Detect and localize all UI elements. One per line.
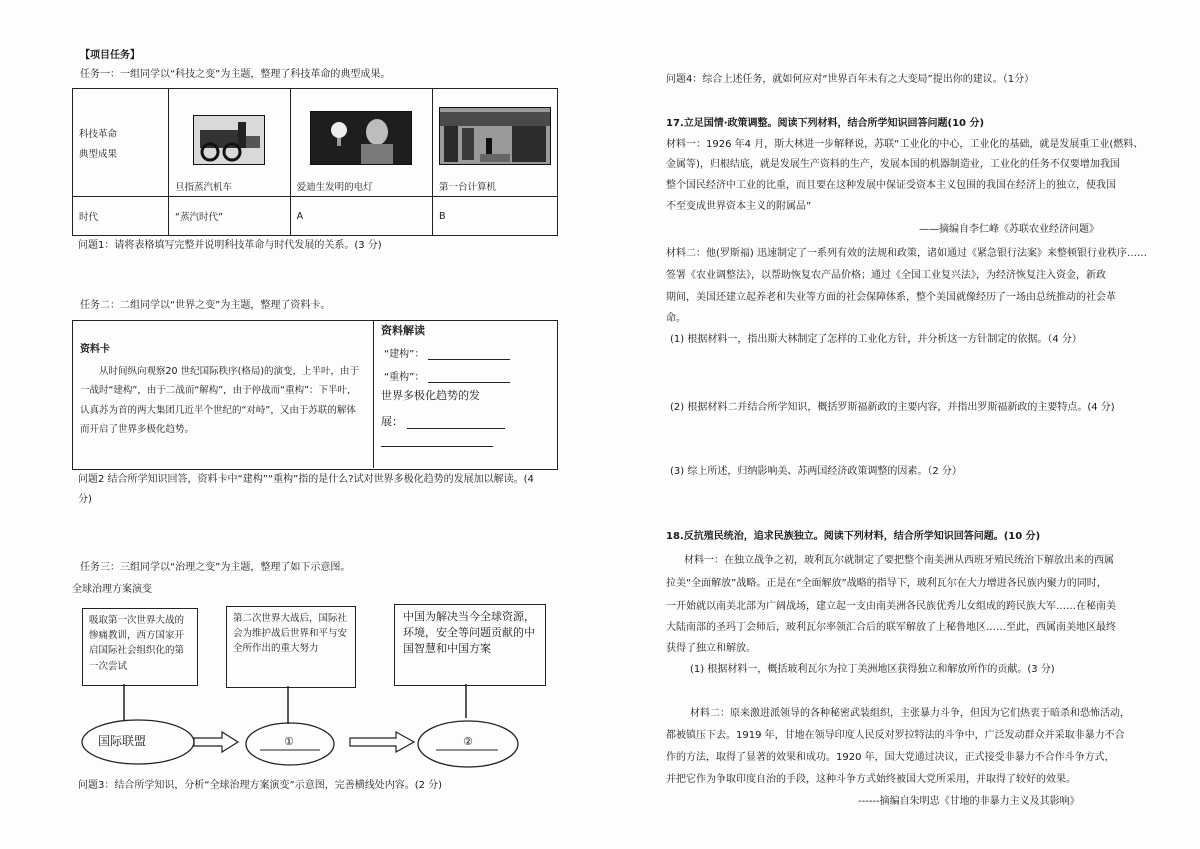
- row-label-era: 时代: [73, 197, 169, 236]
- m4-source: ------摘编自朱明忠《甘地的非暴力主义及其影响》: [858, 796, 1080, 807]
- computer-room-photo: [439, 107, 551, 165]
- m2-line-1: 材料二：他(罗斯福) 迅速制定了一系列有效的法规和政策，诸如通过《紧急银行法案》来整顿银行业秩序……: [666, 248, 1147, 259]
- q17-title: 17.立足国情·政策调整。阅读下列材料，结合所学知识回答问题(10 分): [666, 118, 985, 129]
- m1-line-3: 整个国民经济中工业的比重，而且要在这种发展中保证受资本主义包围的我国在经济上的独立，使我国: [666, 180, 1116, 191]
- question-4: 问题4：综合上述任务，就如何应对“世界百年未有之大变局”提出你的建议。（1分）: [666, 74, 1035, 85]
- diagram-flow: [70, 684, 550, 774]
- sub-question-17-3: (3) 综上所述，归纳影响美、苏两国经济政策调整的因素。（2 分）: [670, 466, 962, 477]
- m1-line-4: 不至变成世界资本主义的附属品”: [666, 201, 812, 212]
- ellipse-league: 国际联盟: [98, 734, 147, 748]
- m1-source: ——摘编自李仁峰《苏联农业经济问题》: [919, 224, 1099, 235]
- card-build-label: “建构”：: [384, 349, 425, 360]
- diagram-box-1: 吸取第一次世界大战的惨痛教训，西方国家开启国际社会组织化的第一次尝试: [82, 608, 198, 686]
- table-cell-computer: [433, 89, 558, 197]
- m4-line-2: 都被镇压下去。1919 年，甘地在领导印度人民反对罗拉特法的斗争中，广泛发动群众并采取非暴力不合: [666, 730, 1125, 741]
- caption-computer: 第一台计算机: [439, 182, 497, 193]
- caption-steam: 旦指蒸汽机车: [175, 182, 233, 193]
- m1-line-2: 金属等)，归根结底，就是发展生产资料的生产，发展本国的机器制造业，工业化的任务不仅要增加我国: [666, 159, 1120, 170]
- card-trend-line1: 世界多极化趋势的发: [381, 389, 480, 402]
- card-read-title: 资料解读: [381, 324, 425, 337]
- q18-title: 18.反抗殖民统治，追求民族独立。阅读下列材料，结合所学知识回答问题。(10 分): [666, 531, 1041, 542]
- question-2-line2: 分): [78, 494, 92, 505]
- arrow-1-icon: [194, 732, 238, 752]
- tech-revolution-table: [72, 88, 558, 236]
- sub-question-17-2: (2) 根据材料二并结合所学知识，概括罗斯福新政的主要内容，并指出罗斯福新政的主要特点。(4 分): [670, 402, 1115, 413]
- question-3: 问题3：结合所学知识，分析“全球治理方案演变”示意图，完善横线处内容。(2 分): [78, 780, 443, 791]
- arrow-2-icon: [350, 732, 414, 752]
- era-a: A: [290, 197, 432, 236]
- question-2-line1: 问题2 结合所学知识回答，资料卡中“建构”“重构”指的是什么?试对世界多极化趋势的发展加以解读。(4: [78, 474, 534, 485]
- m2-line-3: 期间，美国还建立起养老和失业等方面的社会保障体系，整个美国就像经历了一场由总统推动的社会革: [666, 292, 1116, 303]
- card-rebuild-label: “重构”：: [384, 372, 425, 383]
- question-1: 问题1：请将表格填写完整并说明科技革命与时代发展的关系。(3 分): [78, 240, 382, 251]
- card-trend-line2: 展：: [381, 415, 403, 428]
- card-title: 资料卡: [80, 344, 110, 355]
- m2-line-4: 命。: [666, 313, 686, 324]
- trend-answer-line-2[interactable]: [381, 446, 493, 447]
- steam-locomotive-photo: [193, 115, 265, 165]
- m3-line-4: 大陆南部的圣玛丁会师后，玻利瓦尔率领汇合后的联军解放了上秘鲁地区……至此，西属南美地区最终: [666, 622, 1116, 633]
- diagram-box-2: 第二次世界大战后，国际社会为维护战后世界和平与安全所作出的重大努力: [226, 606, 356, 688]
- task3-title: 任务三：三组同学以“治理之变”为主题，整理了如下示意图。: [80, 562, 351, 573]
- diagram-box-3: 中国为解决当今全球资源，环境，安全等问题贡献的中国智慧和中国方案: [394, 604, 546, 686]
- build-answer-line[interactable]: [428, 349, 510, 360]
- edison-portrait-photo: [310, 111, 412, 165]
- era-steam: “蒸汽时代”: [169, 197, 291, 236]
- card-divider: [373, 320, 374, 468]
- sub-question-18-1: (1) 根据材料一，概括玻利瓦尔为拉丁美洲地区获得独立和解放所作的贡献。(3 分): [690, 664, 1055, 675]
- card-text: 从时间纵向观察20 世纪国际秩序(格局)的演变，上半叶，由于一战时“建构”，由于二战而“解构”，由于停战而“重构”：下半叶，认真苏为首的两大集团几近半个世纪的“对峙”，又由于苏联的解体而开启了世界多极化趋势。: [80, 366, 360, 436]
- diagram-title: 全球治理方案演变: [72, 584, 152, 595]
- m2-line-2: 签署《农业调整法》，以帮助恢复农产品价格；通过《全国工业复兴法》，为经济恢复注入资金，新政: [666, 270, 1106, 281]
- table-cell-steam: [169, 89, 291, 197]
- sub-question-17-1: (1) 根据材料一，指出斯大林制定了怎样的工业化方针，并分析这一方针制定的依据。（4 分）: [670, 334, 1082, 345]
- m4-line-1: 材料二：原来激进派领导的各种秘密武装组织，主张暴力斗争，但因为它们热衷于暗杀和恐怖活动，: [690, 708, 1130, 719]
- m3-line-5: 获得了独立和解放。: [666, 643, 756, 654]
- task2-title: 任务二：二组同学以“世界之变”为主题，整理了资料卡。: [80, 300, 331, 311]
- ellipse-blank-2[interactable]: ②: [463, 735, 473, 748]
- caption-lamp: 爱迪生发明的电灯: [296, 182, 373, 193]
- rebuild-answer-line[interactable]: [428, 372, 510, 383]
- project-heading: 【项目任务】: [80, 50, 140, 61]
- m4-line-3: 作的方法，取得了显著的效果和成功。1920 年，国大党通过决议，正式接受非暴力不合作斗争方式，: [666, 752, 1115, 763]
- task1-title: 任务一：一组同学以“科技之变”为主题，整理了科技革命的典型成果。: [80, 69, 391, 80]
- m1-line-1: 材料一：1926 年4 月，斯大林进一步解释说，苏联“工业化的中心，工业化的基础，就是发展重工业(燃料、: [666, 139, 1144, 150]
- row-label-achievements: 科技革命 典型成果: [73, 89, 169, 197]
- trend-answer-line-1[interactable]: [407, 418, 505, 429]
- table-cell-lamp: [290, 89, 432, 197]
- m3-line-1: 材料一：在独立战争之初，玻利瓦尔就制定了要把整个南美洲从西班牙殖民统治下解放出来的西属: [684, 555, 1114, 566]
- m4-line-4: 并把它作为争取印度自治的手段，这种斗争方式始终被国大党所采用，并取得了较好的效果。: [666, 774, 1076, 785]
- ellipse-blank-1[interactable]: ①: [284, 735, 294, 748]
- era-b: B: [433, 197, 558, 236]
- m3-line-2: 拉美“全面解放”战略。正是在“全面解放”战略的指导下，玻利瓦尔在大力增进各民族内聚力的同时，: [666, 578, 1107, 589]
- m3-line-3: 一开始就以南美北部为广阔战场，建立起一支由南美洲各民族优秀儿女组成的跨民族大军……在秘南美: [666, 601, 1116, 612]
